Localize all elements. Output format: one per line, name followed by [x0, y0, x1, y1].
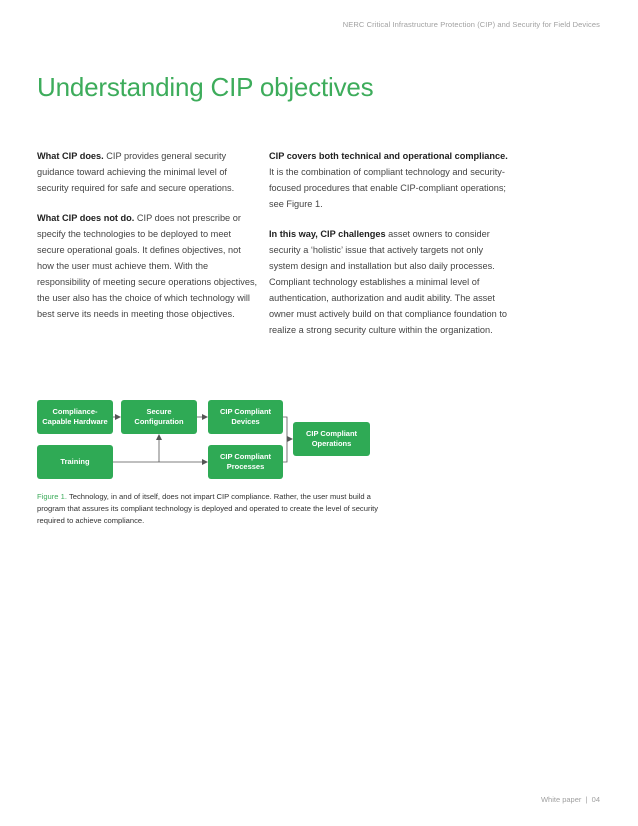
- paragraph-text: asset owners to consider security a ‘holistic’ issue that actively targets not only system design and installation but also daily processes. Compliant technology establishes a minimal level of authentication, authorization and audit ability. The asset owner must actively build on that compliance foundation to realize a strong security culture within the organization.: [269, 229, 507, 335]
- caption-text: Technology, in and of itself, does not impart CIP compliance. Rather, the user must build a program that assures its compliant technology is deployed and operated to create the level of security required to achieve compliance.: [37, 492, 379, 525]
- paragraph-what-cip-does-not-do: [37, 210, 259, 322]
- box-training: Training: [37, 445, 113, 479]
- bracket-to-operations: [283, 417, 287, 462]
- box-cip-compliant-operations: CIP Compliant Operations: [293, 422, 370, 456]
- paragraph-what-cip-does: [37, 148, 259, 196]
- page-footer: White paper | 04: [540, 795, 600, 804]
- paragraph-text: CIP does not prescribe or specify the technologies to be deployed to meet secure operational goals. It defines objectives, not how the user must achieve them. With the responsibility of meeting secure operations objectives, the user also has the choice of which technology will best serve its needs in meeting those objectives.: [37, 213, 258, 319]
- paragraph-lead: In this way, CIP challenges: [269, 229, 386, 239]
- paragraph-cip-challenges: [269, 226, 509, 338]
- paragraph-lead: What CIP does not do.: [37, 213, 135, 223]
- box-secure-configuration: Secure Configuration: [121, 400, 197, 434]
- page-title: Understanding CIP objectives: [37, 72, 374, 102]
- right-column: [269, 148, 509, 352]
- figure-1-diagram: [37, 400, 377, 490]
- paragraph-text: It is the combination of compliant technology and security-focused procedures that enable CIP-compliant operations; see Figure 1.: [269, 167, 506, 209]
- paragraph-cip-covers: [269, 148, 509, 212]
- paragraph-lead: What CIP does.: [37, 151, 104, 161]
- paragraph-lead: CIP covers both technical and operational compliance.: [269, 151, 508, 161]
- figure-caption: [37, 491, 382, 527]
- running-header: NERC Critical Infrastructure Protection (CIP) and Security for Field Devices: [342, 20, 600, 29]
- figure-label: Figure 1.: [37, 492, 67, 501]
- box-cip-compliant-devices: CIP Compliant Devices: [208, 400, 283, 434]
- box-compliance-capable-hardware: Compliance- Capable Hardware: [37, 400, 113, 434]
- left-column: [37, 148, 259, 336]
- paragraph-text: CIP provides general security guidance toward achieving the minimal level of security required for safe and secure operations.: [37, 151, 235, 193]
- box-cip-compliant-processes: CIP Compliant Processes: [208, 445, 283, 479]
